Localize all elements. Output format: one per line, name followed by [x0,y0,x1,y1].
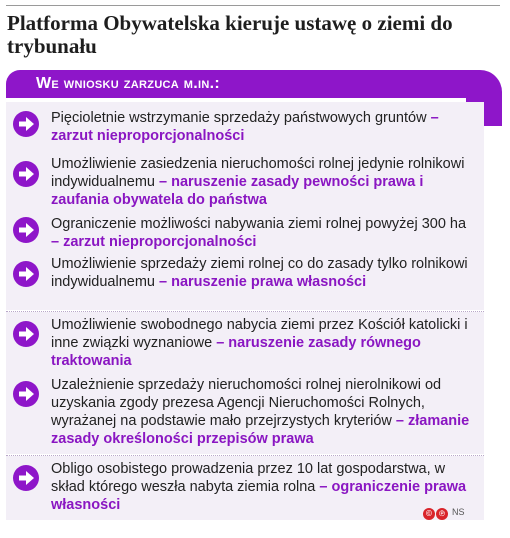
item-allegation: – naruszenie prawa własności [159,274,367,290]
item-allegation: – naruszenie zasady pewności prawa i zaufania obywatela do państwa [51,174,424,208]
item-description: Umożliwienie swobodnego nabycia ziemi przez Kościół katolicki i inne związki wyznaniowe [51,317,468,351]
list-item-text [51,155,471,209]
list-item-text [51,215,471,251]
list-item-text [51,376,471,448]
arrow-right-circle-icon [12,380,40,408]
arrow-right-circle-icon [12,216,40,244]
list-item-text [51,460,471,514]
item-allegation: – ograniczenie prawa własności [51,479,467,513]
arrow-right-circle-icon [12,260,40,288]
item-description: Pięcioletnie wstrzymanie sprzedaży państwowych gruntów [51,110,431,126]
arrow-right-circle-icon [12,160,40,188]
item-allegation: – zarzut nieproporcjonalności [51,110,439,144]
item-allegation: – złamanie zasady określoności przepisów prawa [51,413,470,447]
section-banner [6,70,496,98]
item-description: Ograniczenie możliwości nabywania ziemi rolnej powyżej 300 ha [51,216,467,232]
list-item [6,372,484,454]
copyright-icon: ℗ [436,508,448,520]
item-description: Obligo osobistego prowadzenia przez 10 lat gospodarstwa, w skład którego weszła nabyta ziemia rolna [51,461,446,495]
list-item [6,312,484,372]
copyright-icon: © [423,508,435,520]
credit-initials: NS [452,507,465,517]
item-description: Uzależnienie sprzedaży nieruchomości rolnej nierolnikowi od uzyskania zgody prezesa Agencji Nieruchomości Rolnych, wyrażanej na podstawie mało przejrzystych kryteriów [51,377,442,429]
item-description: Umożliwienie zasiedzenia nieruchomości rolnej jedynie rolnikowi indywidualnemu [51,156,465,190]
copyright-logo [423,503,465,521]
list-item-text [51,255,471,291]
top-rule [6,5,500,6]
item-allegation: – zarzut nieproporcjonalności [51,234,257,250]
banner-label: We wniosku zarzuca m.in.: [36,75,220,92]
list-item-text [51,316,471,370]
item-allegation: – naruszenie zasady równego traktowania [51,335,421,369]
list-item [6,252,484,310]
list-item [6,210,484,252]
list-item [6,456,484,520]
list-item [6,102,484,152]
arrow-right-circle-icon [12,110,40,138]
arrow-right-circle-icon [12,464,40,492]
list-item [6,152,484,210]
item-description: Umożliwienie sprzedaży ziemi rolnej co do zasady tylko rolnikowi indywidualnemu [51,256,468,290]
page-title: Platforma Obywatelska kieruje ustawę o ziemi do trybunału [7,11,453,58]
arrow-right-circle-icon [12,320,40,348]
list-item-text [51,109,471,145]
